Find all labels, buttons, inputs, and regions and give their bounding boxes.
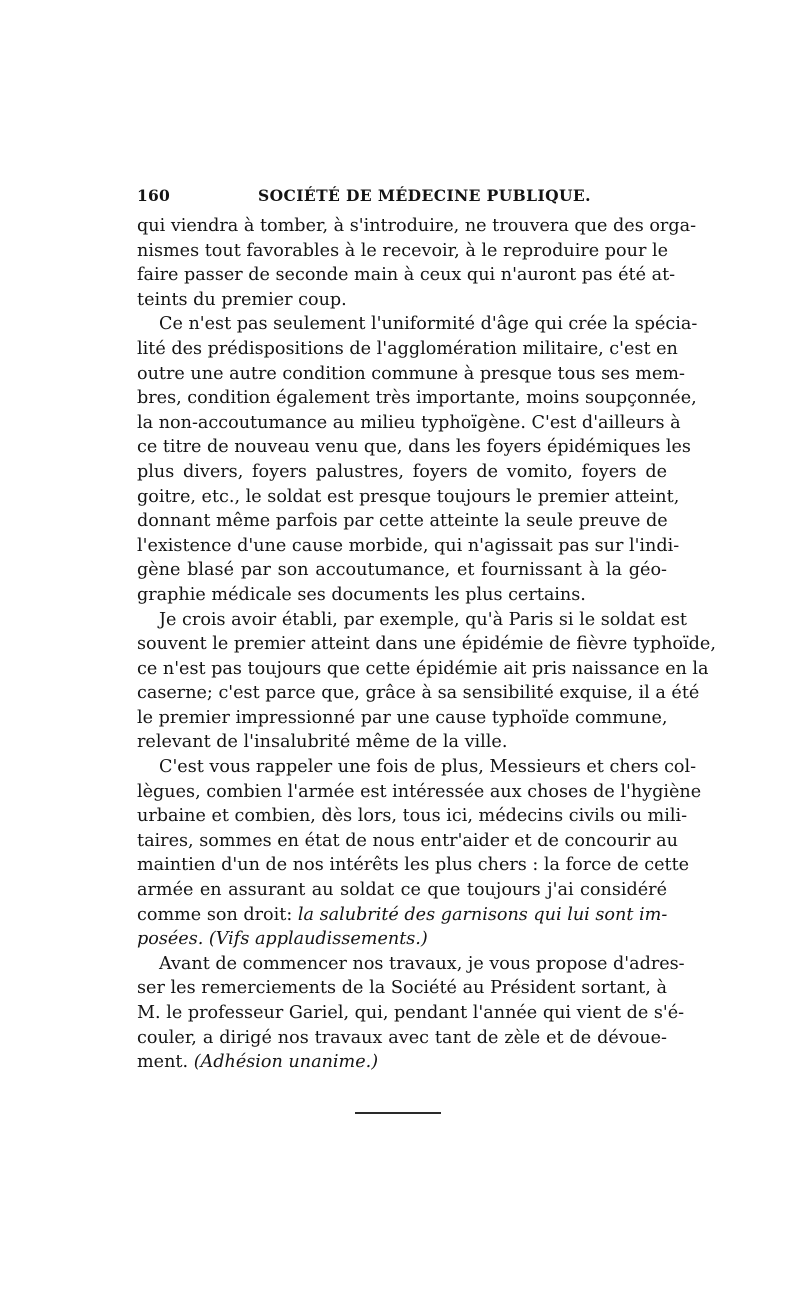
text-line: graphie médicale ses documents les plus certains. [137,584,586,605]
italic-text: la salubrité des garnisons qui lui sont im- [297,904,668,925]
text-line: Avant de commencer nos travaux, je vous propose d'adres- [159,953,685,974]
end-rule [355,1112,441,1114]
text-line: plus divers, foyers palustres, foyers de vomito, foyers de [137,461,667,482]
text-line: teints du premier coup. [137,289,347,310]
text-line: caserne; c'est parce que, grâce à sa sensibilité exquise, il a été [137,683,700,704]
text-line: urbaine et combien, dès lors, tous ici, médecins civils ou mili- [137,806,688,827]
text-line [137,927,667,952]
text-line: ment. (Adhésion unanime.) [137,1052,379,1073]
text-line: Ce n'est pas seulement l'uniformité d'âge qui crée la spécia- [159,314,698,335]
page-number: 160 [137,186,170,205]
running-title: SOCIÉTÉ DE MÉDECINE PUBLIQUE. [258,186,591,205]
text-line: gène blasé par son accoutumance, et fournissant à la géo- [137,560,667,581]
text-line: armée en assurant au soldat ce que toujours j'ai considéré [137,880,667,901]
text-line: lègues, combien l'armée est intéressée aux choses de l'hygiène [137,781,702,802]
text-line: le premier impressionné par une cause typhoïde commune, [137,707,668,728]
text-line: qui viendra à tomber, à s'introduire, ne trouvera que des orga- [137,216,697,236]
text-line: outre une autre condition commune à presque tous ses mem- [137,363,685,384]
text-line: la non-accoutumance au milieu typhoïgène. C'est d'ailleurs à [137,412,681,433]
text-line: ce n'est pas toujours que cette épidémie ait pris naissance en la [137,658,709,679]
text-line: M. le professeur Gariel, qui, pendant l'année qui vient de s'é- [137,1003,685,1023]
text-line: comme son droit: la salubrité des garnisons qui lui sont im- [137,904,668,925]
text-line: donnant même parfois par cette atteinte la seule preuve de [137,511,668,532]
text-line: maintien d'un de nos intérêts les plus chers : la force de cette [137,855,690,876]
text-line: C'est vous rappeler une fois de plus, Messieurs et chers col- [159,757,697,778]
text-line: goitre, etc., le soldat est presque toujours le premier atteint, [137,486,680,507]
body-text [137,214,716,1075]
text-line: Je crois avoir établi, par exemple, qu'à Paris si le soldat est [159,609,687,630]
text-line: ser les remerciements de la Société au Président sortant, à [137,978,667,999]
text-line: nismes tout favorables à le recevoir, à le reproduire pour le [137,240,668,261]
text-line: couler, a dirigé nos travaux avec tant de zèle et de dévoue- [137,1027,667,1048]
text-line: lité des prédispositions de l'agglomération militaire, c'est en [137,338,678,359]
text-line: relevant de l'insalubrité même de la ville. [137,732,508,753]
italic-text: (Adhésion unanime.) [193,1052,379,1073]
text-line: l'existence d'une cause morbide, qui n'agissait pas sur l'indi- [137,535,680,556]
text-line: taires, sommes en état de nous entr'aider et de concourir au [137,830,678,851]
text-line: souvent le premier atteint dans une épidémie de fièvre typhoïde, [137,634,716,655]
text-line: bres, condition également très importante, moins soupçonnée, [137,388,697,409]
italic-text: posées. (Vifs applaudissements.) [137,929,428,950]
running-head [137,186,669,212]
text-line: ce titre de nouveau venu que, dans les foyers épidémiques les [137,437,691,458]
text-line: faire passer de seconde main à ceux qui n'auront pas été at- [137,265,676,286]
